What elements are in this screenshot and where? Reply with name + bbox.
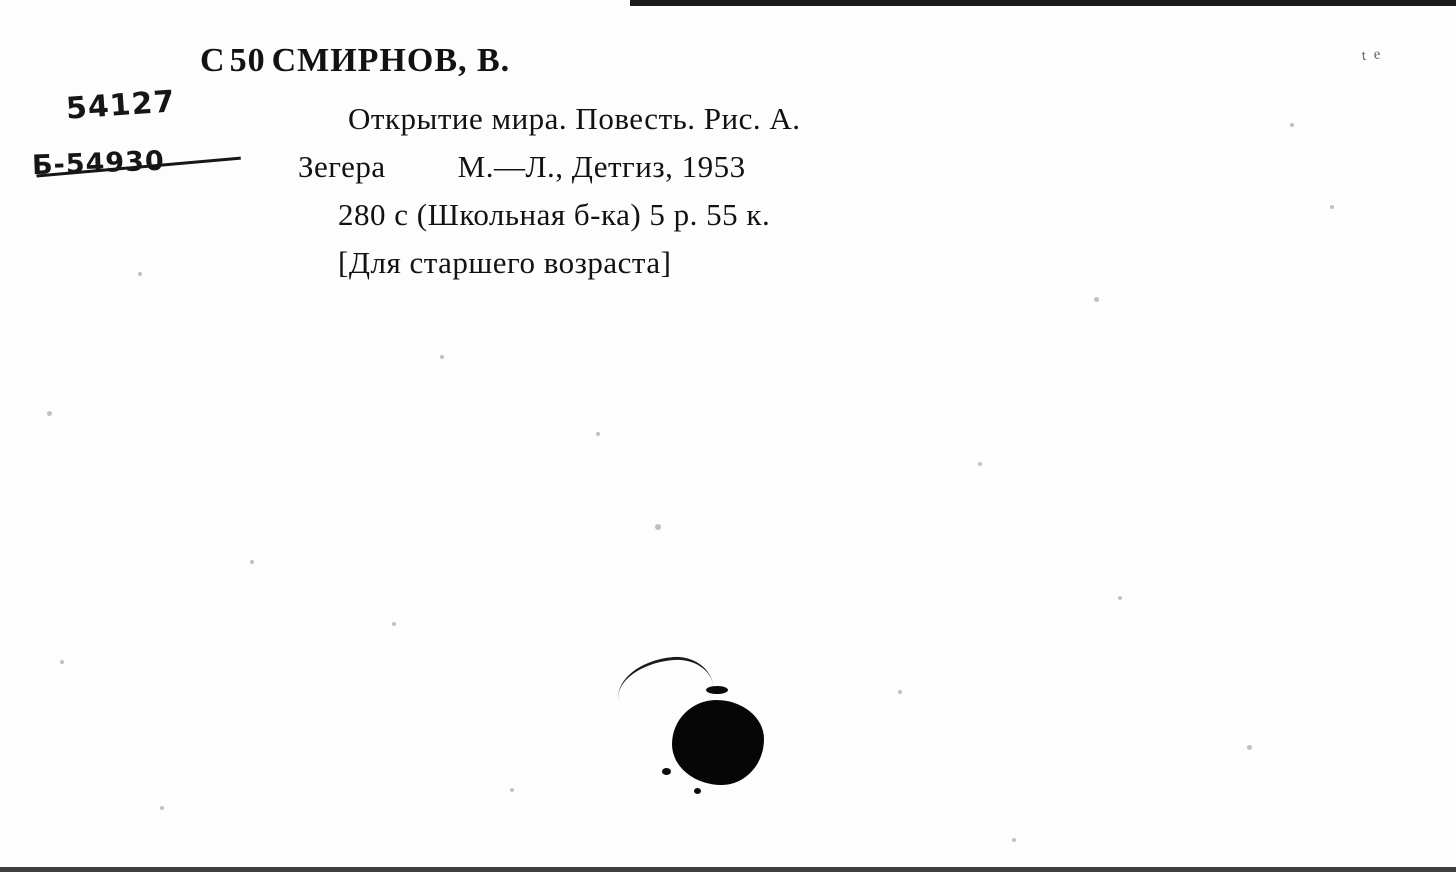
paper-speck bbox=[160, 806, 164, 810]
paper-speck bbox=[1290, 123, 1294, 127]
shelfmark-number: 50 bbox=[229, 42, 266, 79]
paper-speck bbox=[510, 788, 514, 792]
paper-speck bbox=[596, 432, 600, 436]
ink-blot-body bbox=[672, 700, 764, 785]
handwritten-accession-2 bbox=[31, 146, 165, 182]
title-line: Открытие мира. Повесть. Рис. А. bbox=[348, 101, 801, 136]
paper-speck bbox=[1118, 596, 1122, 600]
paper-speck bbox=[250, 560, 254, 564]
paper-speck bbox=[1012, 838, 1016, 842]
description-block bbox=[290, 95, 1170, 287]
shelfmark-author-line bbox=[200, 42, 510, 80]
scan-edge-bottom bbox=[0, 867, 1456, 872]
paper-speck bbox=[1247, 745, 1252, 750]
publisher-year: М.—Л., Детгиз, 1953 bbox=[457, 149, 746, 184]
collation-line: 280 с (Школьная б-ка) 5 р. 55 к. bbox=[338, 197, 771, 232]
audience-note-line: [Для старшего возраста] bbox=[338, 245, 672, 280]
shelfmark-prefix: С bbox=[200, 42, 226, 79]
paper-speck bbox=[1330, 205, 1334, 209]
corner-mark: t e bbox=[1360, 46, 1384, 65]
paper-speck bbox=[392, 622, 396, 626]
scan-edge-top bbox=[630, 0, 1456, 6]
paper-speck bbox=[138, 272, 142, 276]
ink-blot-fleck-2 bbox=[662, 768, 671, 775]
paper-speck bbox=[1094, 297, 1099, 302]
ink-blot bbox=[610, 650, 790, 790]
paper-speck bbox=[47, 411, 52, 416]
ink-blot-fleck-1 bbox=[706, 686, 728, 694]
paper-speck bbox=[60, 660, 64, 664]
handwritten-accession-2-text: Б-54930 bbox=[31, 145, 166, 182]
paper-speck bbox=[440, 355, 444, 359]
paper-speck bbox=[978, 462, 982, 466]
handwritten-accession-1: 54127 bbox=[64, 84, 177, 127]
author-name: СМИРНОВ, В. bbox=[271, 42, 511, 79]
paper-speck bbox=[655, 524, 661, 530]
ink-blot-smear bbox=[614, 653, 713, 700]
imprint-line bbox=[290, 143, 1170, 191]
ink-blot-fleck-3 bbox=[694, 788, 701, 794]
paper-speck bbox=[898, 690, 902, 694]
illustrator-surname: Зегера bbox=[298, 149, 386, 184]
